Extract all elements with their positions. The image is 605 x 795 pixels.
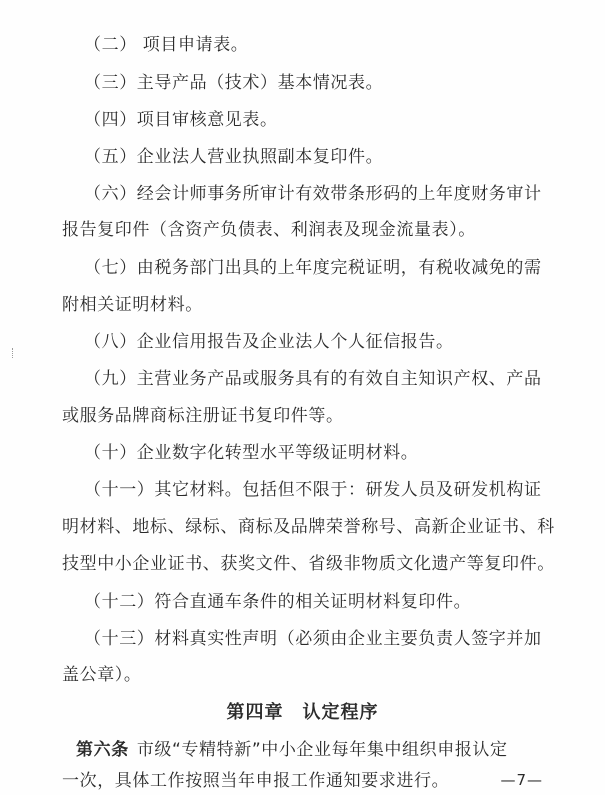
article-6-line-1: [76, 739, 556, 761]
article-label: 第六条: [76, 740, 129, 760]
list-item-8: （八）企业信用报告及企业法人个人征信报告。: [84, 332, 454, 352]
list-item-10: （十）企业数字化转型水平等级证明材料。: [84, 443, 419, 463]
list-item-7: （七）由税务部门出具的上年度完税证明，有税收减免的需: [84, 258, 542, 278]
article-6-line-2: 一次，具体工作按照当年申报工作通知要求进行。: [62, 771, 450, 791]
list-item-13-continued: 盖公章）。: [62, 665, 142, 685]
article-6-text-1: 市级“专精特新”中小企业每年集中组织申报认定: [136, 740, 508, 760]
list-item-6-continued: 报告复印件（含资产负债表、利润表及现金流量表）。: [62, 220, 476, 240]
list-item-9-continued: 或服务品牌商标注册证书复印件等。: [62, 406, 344, 426]
list-item-13: （十三）材料真实性声明（必须由企业主要负责人签字并加: [84, 629, 542, 649]
list-item-11-continued-1: 明材料、地标、绿标、商标及品牌荣誉称号、高新企业证书、科: [62, 517, 555, 537]
list-item-3: （三）主导产品（技术）基本情况表。: [84, 73, 384, 93]
list-item-5: （五）企业法人营业执照副本复印件。: [84, 147, 384, 167]
list-item-6: （六）经会计师事务所审计有效带条形码的上年度财务审计: [84, 184, 542, 204]
list-item-2: （二） 项目申请表。: [84, 35, 249, 55]
chapter-heading: 第四章 认定程序: [226, 702, 379, 723]
list-item-4: （四）项目审核意见表。: [84, 110, 278, 130]
list-item-9: （九）主营业务产品或服务具有的有效自主知识产权、产品: [84, 369, 542, 389]
page-number: —7—: [500, 771, 543, 789]
list-item-11-continued-2: 技型中小企业证书、获奖文件、省级非物质文化遗产等复印件。: [62, 554, 555, 574]
list-item-11: （十一）其它材料。包括但不限于：研发人员及研发机构证: [84, 480, 542, 500]
scan-mark: [12, 348, 16, 358]
list-item-12: （十二）符合直通车条件的相关证明材料复印件。: [84, 592, 472, 612]
list-item-7-continued: 附相关证明材料。: [62, 295, 203, 315]
